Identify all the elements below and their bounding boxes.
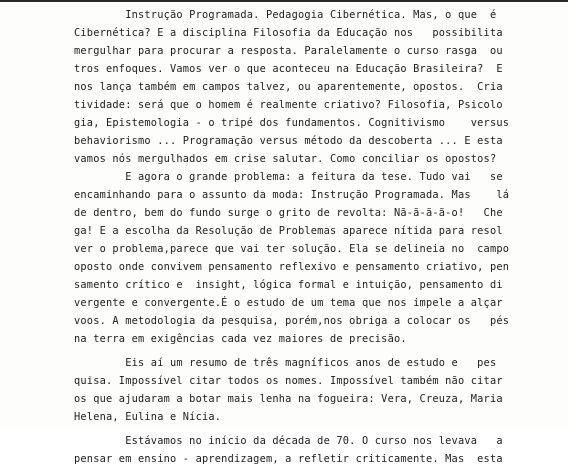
typewritten-text-body bbox=[74, 6, 526, 468]
text-line: Estávamos no início da década de 70. O curso nos levava a bbox=[74, 435, 503, 447]
text-line: samento crítico e insight, lógica formal e intuição, pensamento di bbox=[74, 279, 503, 291]
text-line: vamos nós mergulhados em crise salutar. Como conciliar os opostos? bbox=[74, 153, 497, 165]
text-line: ga! E a escolha da Resolução de Problemas aparece nítida para resol bbox=[74, 225, 503, 237]
text-line: nos lança também em campos talvez, ou aparentemente, opostos. Cria bbox=[74, 81, 503, 93]
text-line: quisa. Impossível citar todos os nomes. Impossível também não citar bbox=[74, 375, 503, 387]
text-line: voos. A metodologia da pesquisa, porém,nos obriga a colocar os pés bbox=[74, 315, 510, 327]
paragraph-3 bbox=[74, 354, 526, 426]
text-line: ver o problema,parece que vai ter solução. Ela se delineia no campo bbox=[74, 243, 510, 255]
text-line: de dentro, bem do fundo surge o grito de revolta: Nã-ã-ã-ã-o! Che bbox=[74, 207, 503, 219]
text-line: encaminhando para o assunto da moda: Instrução Programada. Mas lá bbox=[74, 189, 510, 201]
paragraph-2 bbox=[74, 168, 526, 348]
text-line: gia, Epistemologia - o tripé dos fundamentos. Cognitivismo versus bbox=[74, 117, 510, 129]
top-border-line bbox=[0, 0, 568, 2]
text-line: Instrução Programada. Pedagogia Cibernética. Mas, o que é bbox=[74, 9, 497, 21]
text-line: tros enfoques. Vamos ver o que aconteceu na Educação Brasileira? E bbox=[74, 63, 503, 75]
text-line: tividade: será que o homem é realmente criativo? Filosofia, Psicolo bbox=[74, 99, 503, 111]
text-line: na terra em exigências cada vez maiores de precisão. bbox=[74, 333, 407, 345]
text-line: mergulhar para procurar a resposta. Paralelamente o curso rasga ou bbox=[74, 45, 503, 57]
text-line: oposto onde convivem pensamento reflexivo e pensamento criativo, pen bbox=[74, 261, 510, 273]
text-line: Cibernética? E a disciplina Filosofia da Educação nos possibilita bbox=[74, 27, 503, 39]
text-line: vergente e convergente.É o estudo de um tema que nos impele a alçar bbox=[74, 297, 503, 309]
text-line: Helena, Eulina e Nícia. bbox=[74, 411, 222, 423]
text-line: E agora o grande problema: a feitura da tese. Tudo vai se bbox=[74, 171, 503, 183]
text-line: Eis aí um resumo de três magníficos anos de estudo e pes bbox=[74, 357, 497, 369]
text-line: behaviorismo ... Programação versus método da descoberta ... E esta bbox=[74, 135, 503, 147]
text-line: os que ajudaram a botar mais lenha na fogueira: Vera, Creuza, Maria bbox=[74, 393, 503, 405]
paragraph-4 bbox=[74, 432, 526, 468]
paragraph-1 bbox=[74, 6, 526, 168]
text-line: pensar em ensino - aprendizagem, a refletir criticamente. Mas esta bbox=[74, 453, 503, 465]
